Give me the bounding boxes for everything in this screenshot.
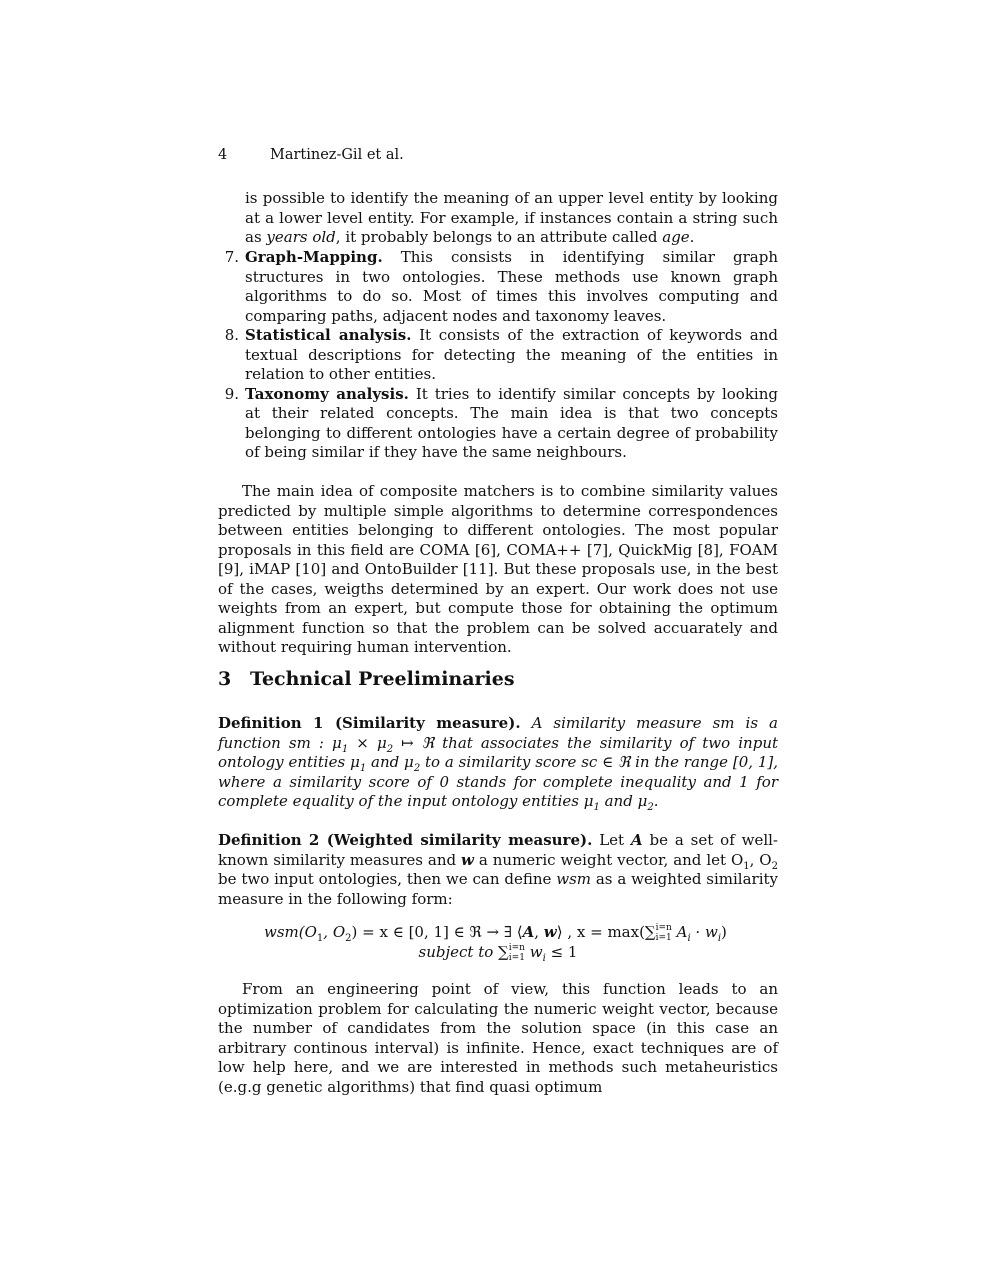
- list-item-title: Graph-Mapping.: [245, 248, 383, 266]
- example-value: years old: [266, 228, 336, 246]
- list-item-number: 9.: [224, 384, 239, 403]
- definition-2: Definition 2 (Weighted similarity measure). Let A be a set of well-known similarity measures and w a numeric weight vector, and let $O_1$, $O_2$ be two input ontologies, then we can define wsm as a weighted similarity measure in the following form:: [218, 831, 779, 908]
- list-item-title: Statistical analysis.: [245, 326, 412, 344]
- definition-1-label: Definition 1 (Similarity measure).: [218, 714, 521, 732]
- list-item-text: It tries to identify similar concepts by looking at their related concepts. The main idea is that two concepts belonging to different ontologies have a certain degree of probability of being similar if they have the same neighbours.: [245, 384, 778, 461]
- definition-1: [218, 714, 778, 812]
- page-number: 4: [218, 147, 228, 163]
- list-item-text: It consists of the extraction of keywords and textual descriptions for detecting the meaning of the entities in relation to other entities.: [245, 326, 778, 383]
- list-item: [218, 248, 778, 326]
- section-title: Technical Preeliminaries: [250, 668, 515, 690]
- equation-line-2: subject to ∑i=n i=1 $w_i \le 1$: [418, 943, 578, 964]
- equation-line-1: $wsm(O_1$, $O_2) = x$ ∈ [0, 1] ∈ ℜ → ∃ ⟨A, w⟩ , x = max(∑i=n i=1 $A_i \cdot w_i$): [264, 923, 727, 944]
- list-item-number: 7.: [224, 248, 239, 266]
- list-item-text: This consists in identifying similar graph structures in two ontologies. These methods use known graph algorithms to do so. Most of times this involves computing and comparing paths, adjacent nodes and taxonomy leaves.: [245, 248, 778, 325]
- list-continuation: is possible to identify the meaning of an upper level entity by looking at a lower level entity. For example, if instances contain a string such as years old, it probably belongs to an attribute called age.: [245, 189, 778, 246]
- section-heading: [218, 668, 515, 690]
- running-header: [218, 147, 404, 163]
- list-item-number: 8.: [224, 326, 239, 344]
- weighted-similarity-equation: [218, 923, 778, 963]
- technique-list: [218, 248, 778, 463]
- list-item: [218, 385, 778, 463]
- composite-matchers-paragraph: The main idea of composite matchers is to combine similarity values predicted by multiple simple algorithms to determine correspondences between entities belonging to different ontologies. The most popular proposals in this field are COMA [6], COMA++ [7], QuickMig [8], FOAM [9], iMAP [10] and OntoBuilder [11]. But these proposals use, in the best of the cases, weigths determined by an expert. Our work does not use weights from an expert, but compute those for obtaining the optimum alignment function so that the problem can be solved accuarately and without requiring human intervention.: [218, 482, 778, 656]
- attribute-name: age: [662, 228, 690, 246]
- list-item: [218, 326, 778, 385]
- list-item-title: Taxonomy analysis.: [245, 384, 409, 403]
- definition-2-label: Definition 2 (Weighted similarity measure).: [218, 831, 593, 849]
- engineering-paragraph: From an engineering point of view, this function leads to an optimization problem for calculating the numeric weight vector, because the number of candidates from the solution space (in this case an arbitrary continous interval) is infinite. Hence, exact techniques are of low help here, and we are interested in methods such metaheuristics (e.g.g genetic algorithms) that find quasi optimum: [218, 980, 778, 1096]
- section-number: 3: [218, 668, 232, 690]
- definition-1-body: A similarity measure sm is a function sm : $\mu_1 \times \mu_2$ ↦ ℜ that associates the similarity of two input ontology entities $\mu_1$ and $\mu_2$ to a similarity score sc ∈ ℜ in the range [0, 1], where a similarity score of 0 stands for complete inequality and 1 for complete equality of the input ontology entities $\mu_1$ and $\mu_2$.: [218, 714, 779, 813]
- running-authors: Martinez-Gil et al.: [270, 147, 404, 163]
